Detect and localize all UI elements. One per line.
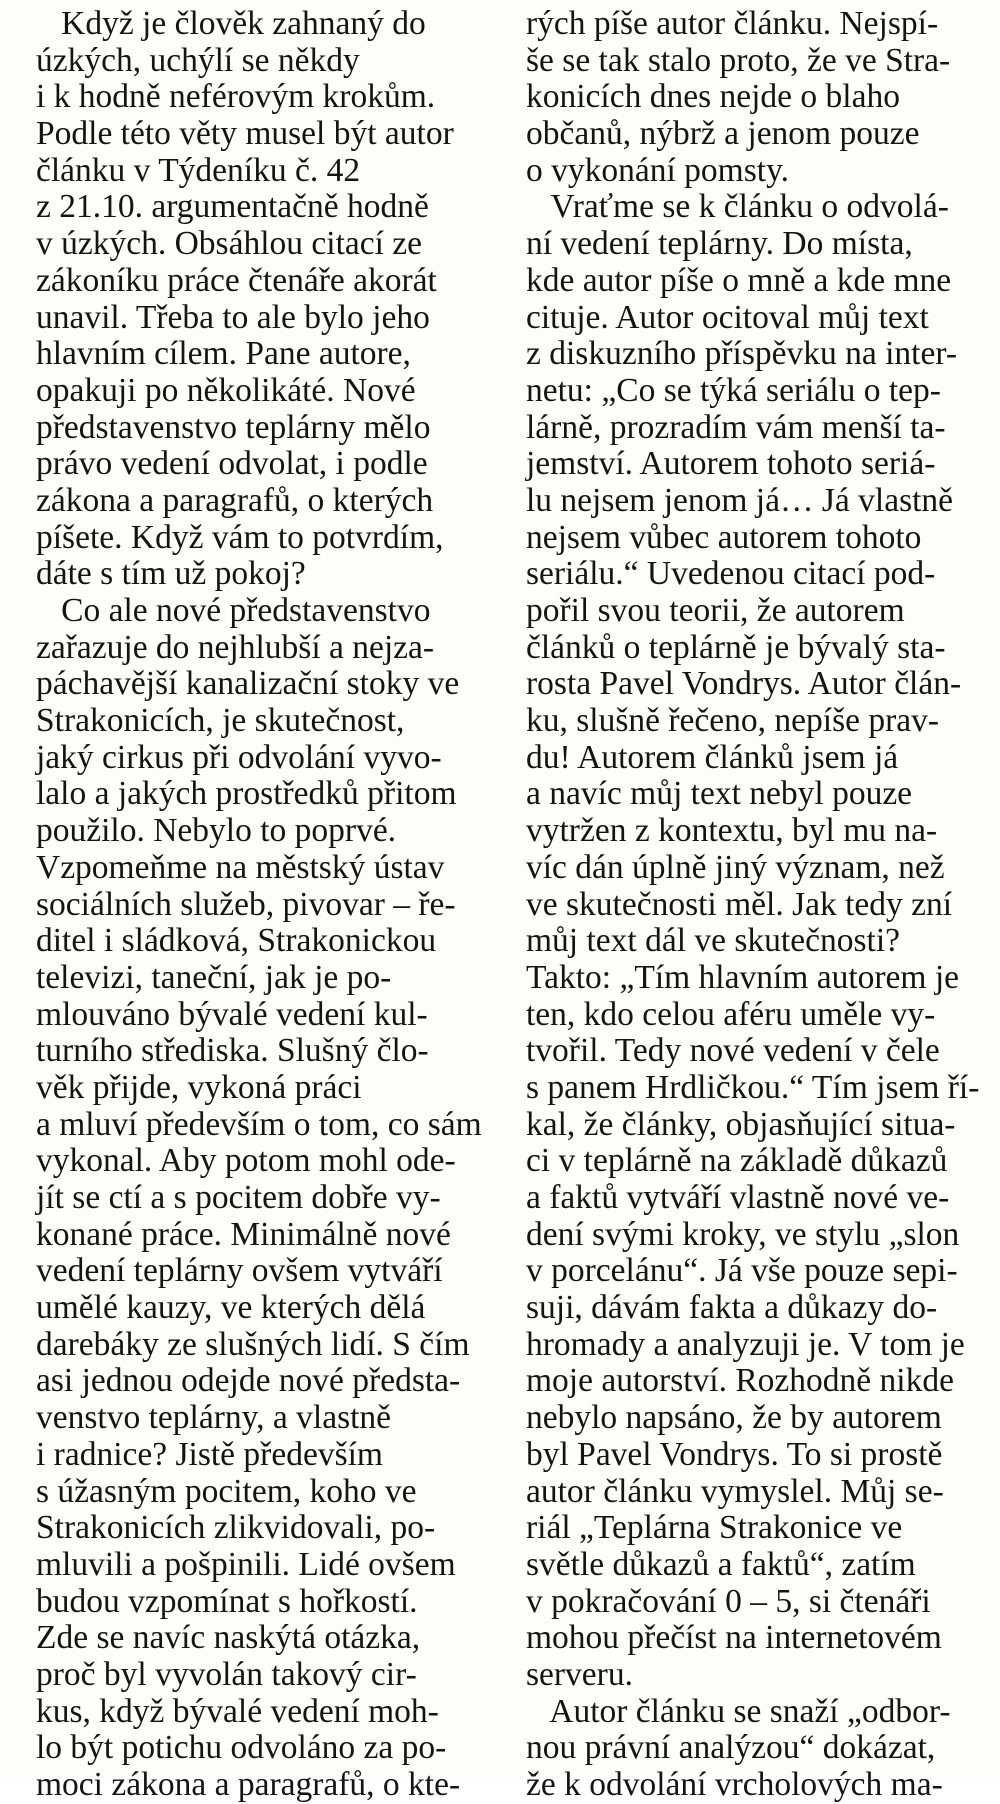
left-column-text-line: píšete. Když vám to potvrdím, [36,518,444,556]
right-column-text-line: Vraťme se k článku o odvolá- [526,188,949,226]
right-column-text-line: rosta Pavel Vondrys. Autor člán- [526,665,962,703]
left-column-text-line: zařazuje do nejhlubší a nejza- [36,628,435,666]
right-column-text-line: ten, kdo celou aféru uměle vy- [526,995,936,1033]
left-column-text-line: Strakonicích zlikvidovali, po- [36,1509,436,1547]
right-column-text-line: še se tak stalo proto, že ve Stra- [526,41,951,79]
left-column [36,6,496,1804]
right-column-text-line: cituje. Autor ocitoval můj text [526,298,929,336]
left-column-text-line: vedení teplárny ovšem vytváří [36,1252,443,1290]
left-column-text-line: představenstvo teplárny mělo [36,408,431,446]
right-column-text-line: riál „Teplárna Strakonice ve [526,1509,903,1547]
right-column-text-line: v porcelánu“. Já vše pouze sepi- [526,1252,958,1290]
right-column-text-line: suji, dávám fakta a důkazy do- [526,1289,938,1327]
right-column [526,5,980,1804]
left-column-text-line: umělé kauzy, ve kterých dělá [36,1289,426,1327]
right-column-text-line: seriálu.“ Uvedenou citací pod- [526,555,936,593]
right-column-text-line: vytržen z kontextu, byl mu na- [526,812,938,850]
right-column-text-line: světle důkazů a faktů“, zatím [526,1545,916,1583]
right-column-text-line: článků o teplárně je bývalý sta- [526,628,946,666]
left-column-text-line: Vzpomeňme na městský ústav [36,848,445,886]
right-column-text-line: že k odvolání vrcholových ma- [526,1766,943,1803]
left-column-text-line: použilo. Nebylo to poprvé. [36,812,397,850]
left-column-text-line: venstvo teplárny, a vlastně [36,1399,392,1437]
right-column-text-line: Autor článku se snaží „odbor- [526,1692,951,1730]
left-column-text-line: proč byl vyvolán takový cir- [36,1655,417,1693]
right-column-text-line: ci v teplárně na základě důkazů [526,1142,948,1180]
left-column-text-line: lalo a jakých prostředků přitom [36,775,457,813]
left-column-text-line: z 21.10. argumentačně hodně [36,188,429,226]
left-column-text-line: turního střediska. Slušný člo- [36,1032,429,1070]
left-column-text-line: sociálních služeb, pivovar – ře- [36,885,456,923]
right-column-text-line: ve skutečnosti měl. Jak tedy zní [526,885,953,923]
right-column-text-line: o vykonání pomsty. [526,151,790,189]
left-column-text-line: v úzkých. Obsáhlou citací ze [36,225,423,263]
left-column-text-line: mluvili a pošpinili. Lidé ovšem [36,1545,456,1583]
right-column-text-line: z diskuzního příspěvku na inter- [526,335,958,373]
right-column-text-line: nou právní analýzou“ dokázat, [526,1729,936,1767]
left-column-text-line: televizi, taneční, jak je po- [36,958,392,996]
left-column-text-line: článku v Týdeníku č. 42 [36,151,361,189]
left-column-text-line: Strakonicích, je skutečnost, [36,702,405,740]
right-column-text-line: autor článku vymyslel. Můj se- [526,1472,944,1510]
left-column-text-line: úzkých, uchýlí se někdy [36,41,360,79]
left-column-text-line: právo vedení odvolat, i podle [36,445,428,483]
right-column-text-line: kal, že články, objasňující situa- [526,1105,956,1143]
left-column-text-line: opakuji po několikáté. Nové [36,371,416,409]
right-column-text-line: hromady a analyzuji je. V tom je [526,1325,965,1363]
left-column-text-line: věk přijde, vykoná práci [36,1068,362,1106]
right-column-text-line: mohou přečíst na internetovém [526,1619,942,1657]
right-column-text-line: moje autorství. Rozhodně nikde [526,1362,954,1400]
left-column-text-line: Co ale nové představenstvo [36,592,431,629]
left-column-text-line: unavil. Třeba to ale bylo jeho [36,298,430,336]
right-column-text-line: netu: „Co se týká seriálu o tep- [526,371,941,409]
left-column-text-line: i k hodně neférovým krokům. [36,78,436,116]
left-column-text-line: lo být potichu odvoláno za po- [36,1729,447,1767]
left-column-text-line: hlavním cílem. Pane autore, [36,335,411,373]
left-column-text-line: zákona a paragrafů, o kterých [36,481,434,519]
left-column-text-line: s úžasným pocitem, koho ve [36,1472,417,1510]
right-column-text-line: lu nejsem jenom já… Já vlastně [526,481,954,519]
left-column-text-line: jaký cirkus při odvolání vyvo- [36,738,442,776]
left-column-text-line: ditel i sládková, Strakonickou [36,922,437,960]
right-column-text-line: občanů, nýbrž a jenom pouze [526,115,920,153]
right-column-text-line: a faktů vytváří vlastně nové ve- [526,1179,950,1216]
right-column-text-line: byl Pavel Vondrys. To si prostě [526,1435,943,1473]
right-column-text-line: pořil svou teorii, že autorem [526,592,905,629]
right-column-text-line: serveru. [526,1655,633,1693]
right-column-text-line: v pokračování 0 – 5, si čtenáři [526,1582,931,1620]
left-column-text-line: a mluví především o tom, co sám [36,1105,482,1143]
left-column-text-line: dáte s tím už pokoj? [36,555,306,593]
left-column-text-line: Zde se navíc naskýtá otázka, [36,1619,421,1657]
left-column-text-line: moci zákona a paragrafů, o kte- [36,1766,461,1803]
left-column-text-line: kus, když bývalé vedení moh- [36,1692,439,1730]
left-column-text-line: Podle této věty musel být autor [36,115,454,153]
right-column-text-line: lárně, prozradím vám menší ta- [526,408,946,446]
right-column-text-line: jemství. Autorem tohoto seriá- [526,445,936,483]
right-column-text-line: nebylo napsáno, že by autorem [526,1399,942,1437]
left-column-text-line: vykonal. Aby potom mohl ode- [36,1142,456,1180]
right-column-text-line: ní vedení teplárny. Do místa, [526,225,913,263]
right-column-text-line: a navíc můj text nebyl pouze [526,775,913,813]
right-column-text-line: du! Autorem článků jsem já [526,738,899,776]
right-column-text-line: kde autor píše o mně a kde mne [526,261,952,299]
right-column-text-line: můj text dál ve skutečnosti? [526,922,900,960]
left-column-text-line: asi jednou odejde nové předsta- [36,1362,461,1400]
left-column-text-line: zákoníku práce čtenáře akorát [36,261,437,299]
left-column-text-line: Když je člověk zahnaný do [36,5,426,42]
left-column-text-line: jít se ctí a s pocitem dobře vy- [36,1179,441,1216]
left-column-text-line: i radnice? Jistě především [36,1435,383,1473]
left-column-text-line: mlouváno bývalé vedení kul- [36,995,428,1033]
right-column-text-line: dení svými kroky, ve stylu „slon [526,1215,960,1253]
right-column-text-line: ku, slušně řečeno, nepíše prav- [526,702,940,740]
right-column-text-line: víc dán úplně jiný význam, než [526,848,945,886]
right-column-text-line: konicích dnes nejde o blaho [526,78,900,116]
right-column-text-line: tvořil. Tedy nové vedení v čele [526,1032,940,1070]
left-column-text-line: konané práce. Minimálně nové [36,1215,451,1253]
right-column-text-line: s panem Hrdličkou.“ Tím jsem ří- [526,1068,980,1106]
right-column-text-line: nejsem vůbec autorem tohoto [526,518,922,556]
right-column-text-line: Takto: „Tím hlavním autorem je [526,958,960,996]
left-column-text-line: darebáky ze slušných lidí. S čím [36,1325,470,1363]
left-column-text-line: páchavější kanalizační stoky ve [36,665,460,703]
right-column-text-line: rých píše autor článku. Nejspí- [526,5,939,42]
left-column-text-line: budou vzpomínat s hořkostí. [36,1582,418,1620]
